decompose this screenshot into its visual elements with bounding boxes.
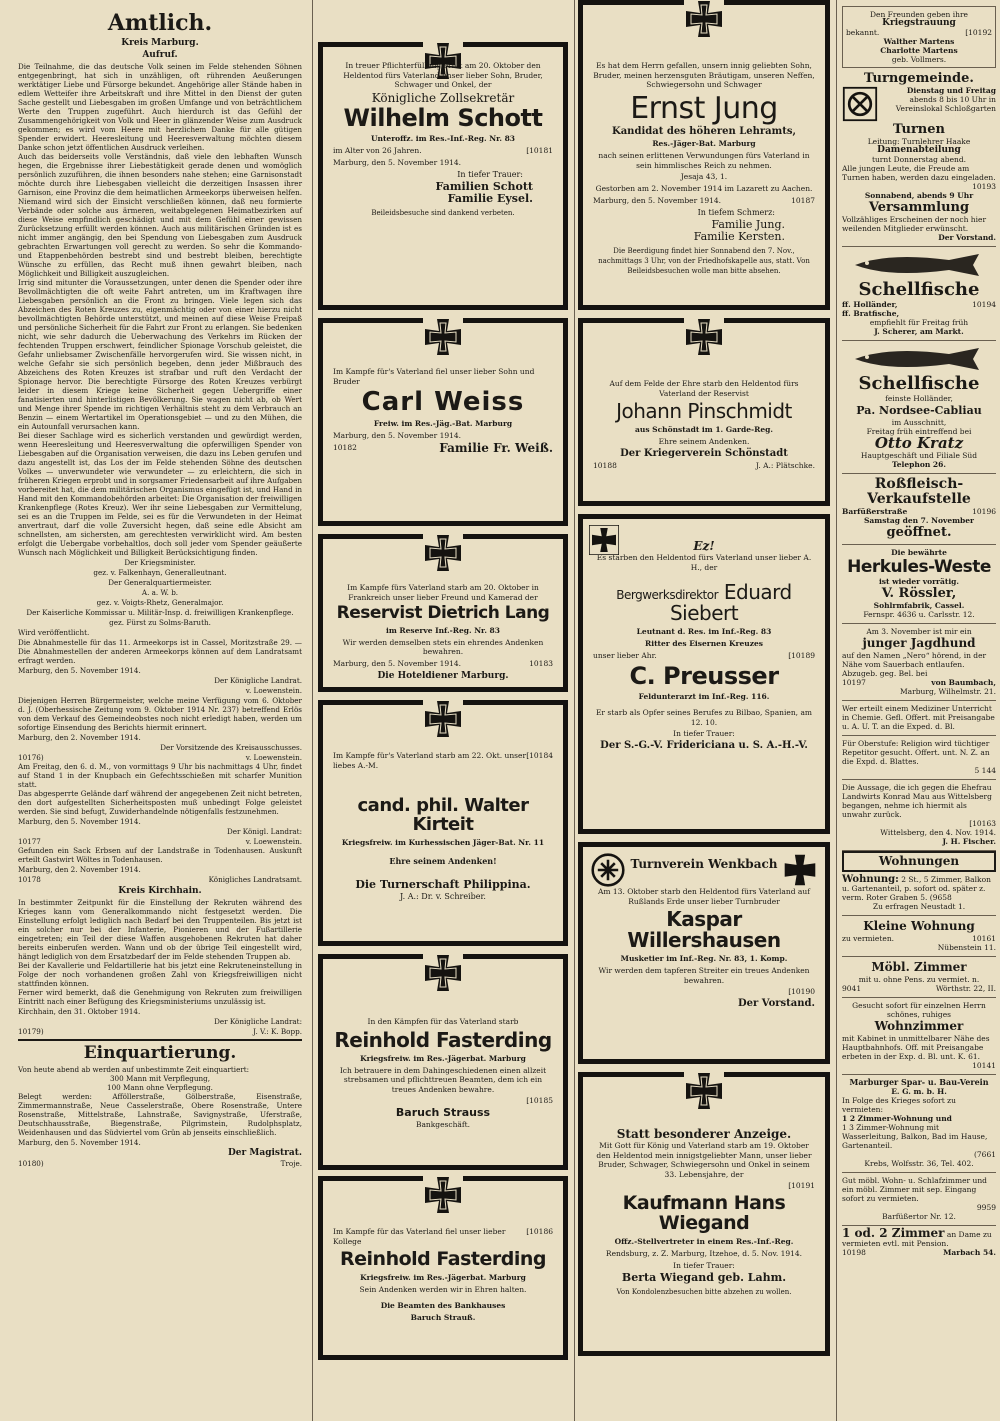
notice-name: Eduard Siebert: [669, 580, 792, 625]
date-line: Kirchhain, den 31. Oktober 1914.: [18, 1007, 141, 1016]
ad-title: Schellfische: [858, 373, 980, 394]
ad-line: 1 2 Zimmer-Wohnung und: [842, 1114, 952, 1123]
ad-line: Die bewährte: [891, 548, 947, 557]
notice-rank: Ritter des Eisernen Kreuzes: [645, 639, 763, 648]
classified-ads-column: [836, 0, 1000, 1421]
notice-family: Die Beamten des Bankhauses: [380, 1300, 506, 1310]
notice-family: Der S.-G.-V. Fridericiana u. S. A.-H.-V.: [600, 740, 808, 752]
obituary-notice: [578, 842, 830, 1064]
notice-date: Marburg, den 5. November 1914.: [333, 658, 462, 668]
kavallerie-paragraph: Bei der Kavallerie und Feldartillerie hat bis jetzt eine Rekruteneinstellung in Folge der noch vorhandenen großen Zahl von Kriegsfreiwilligen nicht stattfinden können.: [18, 961, 302, 988]
notice-date: Marburg, den 5. November 1914.: [333, 431, 462, 441]
signature: Der Vorsitzende des Kreisausschusses.: [160, 743, 302, 752]
signature: gez. v. Voigts-Rhetz, Generalmajor.: [96, 598, 224, 607]
notice-name: Reinhold Fasterding: [334, 1027, 552, 1052]
ad-code: 10197: [842, 678, 866, 687]
ad-line: Den Freunden geben ihre: [870, 10, 968, 19]
ad-line: Am 3. November ist mir ein: [866, 627, 972, 636]
ad-code: 5 144: [974, 766, 996, 775]
notice-code: [10189: [788, 651, 815, 660]
ad-code: 10161: [972, 934, 996, 943]
notice-signature: J. A.: Dr. v. Schreiber.: [400, 891, 486, 901]
signature: gez. v. Falkenhayn, Generalleutnant.: [93, 568, 227, 577]
aufruf-heading: Aufruf.: [142, 50, 178, 60]
notice-family: Familie Kersten.: [693, 229, 785, 243]
notice-title: Bergwerksdirektor: [616, 588, 719, 602]
fish-ad: [842, 341, 996, 474]
iron-cross-icon: [423, 953, 463, 993]
ad-line: Hauptgeschäft und Filiale Süd: [860, 451, 978, 460]
ad-line: geöffnet.: [886, 525, 952, 540]
ad-line: Otto Kratz: [874, 434, 964, 452]
ad-code: (9658: [929, 893, 952, 902]
turngemeinde-ad: [842, 68, 996, 247]
notice-intro: Am 13. Oktober starb den Heldentod fürs Vaterland auf Rußlands Erde unser lieber Turnbruder: [598, 887, 810, 906]
ad-line: auf den Namen „Nero“ hörend, in der Nähe vom Sauerbach entlaufen. Abzugeb. geg. Bel. bei: [842, 651, 987, 678]
retraction-ad: [842, 780, 996, 851]
notice-rank: aus Schönstadt im 1. Garde-Reg.: [635, 425, 773, 434]
ad-line: Gesucht sofort für einzelnen Herrn schönes, ruhiges: [852, 1001, 986, 1019]
notice-text: Wir werden demselben stets ein ehrendes Andenken bewahren.: [342, 637, 544, 657]
notice-family: Familie Jung.: [711, 217, 785, 231]
ad-line: Der Vorstand.: [938, 233, 996, 242]
amtlich-heading: Amtlich.: [107, 10, 213, 36]
ad-line: Alle jungen Leute, die Freude am Turnen haben, werden dazu eingeladen.: [842, 164, 996, 182]
wedding-announcement: [842, 6, 996, 68]
signature: Der Generalquartiermeister.: [108, 578, 212, 587]
signature: Der Magistrat.: [228, 1148, 302, 1158]
ad-line: V. Rössler,: [881, 586, 957, 601]
signature: A. a. W. b.: [141, 588, 179, 597]
notice-name: cand. phil. Walter Kirteit: [357, 795, 529, 835]
notice-family: Der Kriegerverein Schönstadt: [620, 448, 788, 459]
notice-honor: Ehre seinem Andenken!: [389, 855, 497, 866]
ad-line: In Folge des Krieges sofort zu vermieten:: [842, 1096, 956, 1114]
notice-signature: J. A.: Plätschke.: [755, 461, 815, 470]
obituary-notice: [578, 1072, 830, 1356]
apartment-ad: [842, 872, 996, 916]
notice-code: 10182: [333, 443, 357, 453]
notice-family: Familie Fr. Weiß.: [439, 441, 553, 456]
kreis-kirchhain-heading: Kreis Kirchhain.: [118, 886, 202, 896]
ad-title: Schellfische: [858, 279, 980, 300]
ad-title: 1 od. 2 Zimmer: [842, 1226, 945, 1240]
ad-title: Möbl. Zimmer: [871, 960, 967, 974]
sack-paragraph: Gefunden ein Sack Erbsen auf der Landstraße in Todenhausen. Auskunft erteilt Gastwirt Wöltes in Todenhausen.: [18, 846, 302, 864]
notice-intro: Im Kampfe fürs Vaterland starb am 20. Oktober in Frankreich unser lieber Freund und Kamerad der: [347, 583, 539, 602]
notice-rank: Unteroffz. im Res.-Inf.-Reg. Nr. 83: [370, 133, 516, 143]
iron-cross-icon: [423, 699, 463, 739]
rooms-for-lady-ad: [842, 1226, 996, 1261]
aufruf-paragraph: Auch das beiderseits volle Verständnis, daß viele den lebhaften Wunsch hegen, die Ergebnisse ihrer Liebestätigkeit gerade denen und womöglich persönlich zuzuführen, die ihnen besonders nahe stehen; eine Garnisonstadt möchte durch ihre Liebesgaben vielleicht die derzeitigen Insassen ihrer Garnison, eine Provinz die dem heimatlichen Armeekorps überweisen helfen. Niemand wird sich der Einsicht verschließen können, daß neu formierte Verbände oder solche aus ärmeren, weitabgelegenen Heimatbezirken auf diese Weise empfindlich geschädigt und mit dem Gefühl einer gewissen Zurücksetzung erfüllt werden können. Auch aus militärischen Gründen ist es nicht immer angängig, den bei Spendung von Liebesgaben zum Ausdruck gebrachten Erwartungen voll gerecht zu werden. So sehr die Kommando- und Etappenbehörden bestrebt sind und bestrebt bleiben, berechtigte Wünsche zu erfüllen, das Recht muß ihnen gewahrt bleiben, nach Möglichkeit und Billigkeit auszugleichen.: [18, 152, 302, 278]
section-heading-wohnungen: [842, 851, 996, 872]
iron-cross-icon: [423, 317, 463, 357]
notice-rank: Kriegsfreiw. im Res.-Jägerbat. Marburg: [360, 1272, 526, 1282]
notice-code: [10186: [526, 1227, 553, 1236]
ad-line: Wer erteilt einem Mediziner Unterricht in Chemie. Gefl. Offert. mit Preisangabe u. A. U. T. an die Exped. d. Bl.: [842, 704, 995, 731]
notice-name: Reservist Dietrich Lang: [336, 603, 550, 623]
ad-line: Sonnabend, abends 9 Uhr: [864, 191, 974, 200]
iron-cross-icon: [684, 0, 724, 39]
abnahme-paragraph: Die Abnahmestelle für das 11. Armeekorps ist in Cassel, Moritzstraße 29. — Die Abnahmestellen der anderen Armeekorps können auf dem Landratsamt erfragt werden.: [18, 638, 302, 665]
signature: Der Königliche Landrat.: [214, 676, 302, 685]
ad-line: Freitag früh eintreffend bei: [866, 427, 972, 436]
notice-footer: Die Beerdigung findet hier Sonnabend den 7. Nov., nachmittags 3 Uhr, von der Friedhofskapelle aus, statt. Von Beileidsbesuchen wolle man bitte absehen.: [598, 246, 810, 275]
notice-code: 10183: [529, 658, 553, 668]
date-line: Marburg, den 5. November 1914.: [18, 666, 141, 675]
obituaries-column-left: [312, 0, 574, 1421]
notice-intro: In den Kämpfen für das Vaterland starb: [367, 1017, 519, 1026]
ad-code: 10196: [972, 507, 996, 516]
ad-title: Turngemeinde.: [864, 71, 974, 86]
tutor-ad: [842, 701, 996, 736]
notice-intro: unser lieber Ahr.: [593, 651, 657, 660]
notice-text: Wir werden dem tapferen Streiter ein treues Andenken bewahren.: [598, 966, 810, 985]
einquartierung-intro: Von heute abend ab werden auf unbestimmte Zeit einquartiert:: [18, 1065, 250, 1074]
ad-line: J. H. Fischer.: [942, 837, 996, 846]
furnished-suite-ad: [842, 1173, 996, 1226]
ad-line: ff. Holländer,: [842, 300, 898, 309]
ad-line: geb. Vollmers.: [891, 55, 947, 64]
ad-line: mit Kabinet in unmittelbarer Nähe des Hauptbahnhofs. Off. mit Preisangabe erbeten in der Exp. d. Bl. unt. K. 61.: [842, 1034, 990, 1061]
ad-title: junger Jagdhund: [862, 636, 976, 650]
freitag-paragraph: Am Freitag, den 6. d. M., von vormittags 9 Uhr bis nachmittags 4 Uhr, findet auf Stand 1 in der Knupbach ein Gefechtsschießen mit scharfer Munition statt.: [18, 762, 302, 789]
notice-text: Er starb als Opfer seines Berufes zu Bilbao, Spanien, am 12. 10.: [595, 708, 813, 727]
notice-date: Rendsburg, z. Z. Marburg, Itzehoe, d. 5. Nov. 1914.: [605, 1248, 803, 1258]
notice-family: Der Vorstand.: [737, 998, 815, 1009]
fish-icon: [849, 346, 989, 372]
reference-number: 10179): [18, 1027, 44, 1036]
notice-text: Ich betrauere in dem Dahingeschiedenen einen allzeit strebsamen und pflichttreuen Beamten, dem ich ein treues Andenken bewahre.: [339, 1065, 547, 1094]
ad-code: 10193: [972, 182, 996, 191]
notice-rank: im Reserve Inf.-Reg. Nr. 83: [386, 625, 500, 635]
ad-line: im Ausschnitt,: [891, 418, 947, 427]
gelaende-paragraph: Das abgesperrte Gelände darf während der angegebenen Zeit nicht betreten, den dort aufgestellten Sicherheitsposten muß unbedingt Folge geleistet werden. Sie sind befugt, Zuwiderhandelnde nötigenfalls festzunehmen.: [18, 789, 302, 816]
ad-line: Zu erfragen Neustadt 1.: [872, 902, 966, 911]
ad-line: ist wieder vorrätig.: [878, 577, 960, 586]
aufruf-paragraph: Die Teilnahme, die das deutsche Volk seinen im Felde stehenden Söhnen entgegenbringt, hat sich in unzähligen, oft rührenden Aeußerungen werktätiger Liebe und Fürsorge bekundet. Angehörige aller Stände haben in edlem Wetteifer ihre Arbeitskraft und ihre Mittel in den Dienst der guten Sache gestellt und Liebesgaben im großen Umfange und von beträchtlichem Werte den Truppen zugeführt. Auch hierdurch ist das Gefühl der Zusammengehörigkeit von Volk und Heer in glänzender Weise zum Ausdruck gekommen; es wird vom Heere mit herzlichem Danke für alle gütigen Spender erwidert. Heeresleitung und Heeresverwaltung möchten diesem Danke schon jetzt öffentlichen Ausdruck verleihen.: [18, 62, 302, 152]
reference-number: 10180): [18, 1159, 44, 1168]
signature: Der Kriegsminister.: [124, 558, 196, 567]
building-society-ad: [842, 1075, 996, 1173]
obituary-notice: [578, 514, 830, 834]
kirchhain-paragraph: In bestimmter Zeitpunkt für die Einstellung der Rekruten während des Krieges kann vom Generalkommando nicht festgesetzt werden. Die Einstellung erfolgt lediglich nach Bedarf bei den Truppenteilen. Bis jetzt ist ein solcher nur bei der Infanterie, Pionieren und der Fußartillerie eingetreten; ein Teil der diese Waffen ausgehobenen Rekruten hat daher bereits einberufen werden. Wann und ob der übrige Teil eingestellt wird, hängt lediglich von dem Ersatzbedarf der im Felde stehenden Truppen ab.: [18, 898, 302, 961]
notice-rank: Kriegsfreiw. im Res.-Jägerbat. Marburg: [360, 1053, 526, 1063]
date-line: Marburg, den 2. November 1914.: [18, 865, 141, 874]
notice-family: Die Hoteldiener Marburg.: [377, 670, 509, 681]
notice-name: Johann Pinschmidt: [616, 399, 792, 423]
notice-mourn: In tiefer Trauer:: [673, 729, 735, 739]
turnverein-emblem-icon: [842, 86, 878, 122]
iron-cross-icon: [684, 317, 724, 357]
ad-line: feinste Holländer,: [885, 394, 953, 403]
notice-rank: Res.-Jäger-Bat. Marburg: [652, 139, 756, 148]
notice-mourn: In tiefer Trauer:: [457, 169, 523, 179]
ad-line: Dienstag und Freitag: [906, 86, 996, 95]
notice-rank: Feldunterarzt im Inf.-Reg. 116.: [638, 692, 770, 702]
notice-text: Gestorben am 2. November 1914 im Lazarett zu Aachen.: [595, 184, 813, 193]
obituary-notice: [318, 318, 568, 526]
notice-honor: Ehre seinem Andenken.: [658, 437, 750, 446]
notice-footer: Beileidsbesuche sind dankend verbeten.: [371, 208, 515, 217]
ad-line: Marburg, Wilhelmstr. 21.: [900, 687, 996, 696]
ad-line: Kriegstrauung: [882, 18, 956, 28]
fish-ad: [842, 247, 996, 341]
notice-intro: Es hat dem Herrn gefallen, unsern innig geliebten Sohn, Bruder, meinen herzensguten Bräutigam, unseren Neffen, Schwiegersohn und Schwager: [593, 61, 815, 89]
date-line: Marburg, den 5. November 1914.: [18, 817, 141, 826]
obituary-notice: [578, 318, 830, 506]
ferner-paragraph: Ferner wird bemerkt, daß die Genehmigung von Rekruten zum freiwilligen Eintritt nach einer Befügung des Kriegsministeriums unzulässig ist.: [18, 988, 302, 1006]
notice-name: Reinhold Fasterding: [340, 1248, 546, 1270]
notice-text: Sein Andenken werden wir in Ehren halten.: [359, 1284, 527, 1294]
notice-title: Königliche Zollsekretär: [371, 90, 515, 105]
ad-line: Gut möbl. Wohn- u. Schlafzimmer und ein möbl. Zimmer mit sep. Eingang sofort zu vermieten.: [842, 1176, 987, 1203]
ad-line: Die Aussage, die ich gegen die Ehefrau Landwirts Konrad Mau aus Wittelsberg begangen, nehme ich hiermit als unwahr zurück.: [842, 783, 992, 819]
reference-number: 10177: [18, 837, 41, 846]
ad-line: empfiehlt für Freitag früh: [869, 318, 969, 327]
iron-cross-icon: [423, 533, 463, 573]
signature: v. Loewenstein.: [245, 753, 302, 762]
notice-intro: Mit Gott für König und Vaterland starb am 19. Oktober den Heldentod mein innigstgeliebter Mann, unser lieber Bruder, Schwager, Schwiegersohn und Onkel in seinem 33. Lebensjahre, der: [596, 1141, 812, 1179]
ad-title: Kleine Wohnung: [863, 919, 975, 933]
ad-line: mit u. ohne Pens. zu vermiet. n.: [858, 975, 980, 984]
ad-title: Wohnzimmer: [874, 1019, 964, 1033]
ad-line: Marbach 54.: [943, 1248, 996, 1257]
notice-code: [10190: [788, 987, 815, 996]
notice-family: Familie Eysel.: [447, 191, 533, 205]
einquartierung-item: 100 Mann ohne Verpflegung.: [107, 1083, 213, 1092]
ad-line: Sohlrmfabrik, Cassel.: [873, 601, 965, 610]
ad-line: abends 8 bis 10 Uhr in Vereinslokal Schloßgarten: [895, 95, 996, 113]
notice-title: Kandidat des höheren Lehramts,: [612, 126, 796, 137]
herkules-ad: [842, 545, 996, 624]
ad-code: 10194: [972, 300, 996, 309]
notice-code: [10181: [526, 145, 553, 155]
notice-name: Carl Weiss: [361, 387, 525, 417]
notice-rank: Kriegsfreiw. im Kurhessischen Jäger-Bat. Nr. 11: [341, 837, 545, 847]
ad-line: Walther Martens: [883, 37, 955, 46]
herren-paragraph: Diejenigen Herren Bürgermeister, welche meine Verfügung vom 6. Oktober d. J. (Oberhessische Zeitung vom 9. Oktober 1914 Nr. 237) betreffend Erlös von dem Verkauf des Gemeindeobstes noch nicht erledigt haben, werden um sofortige Einsendung des Berichts hiermit erinnert.: [18, 696, 302, 732]
published-note: Wird veröffentlicht.: [18, 628, 90, 637]
einquartierung-heading: Einquartierung.: [83, 1043, 237, 1063]
ad-line: Wittelsberg, den 4. Nov. 1914.: [880, 828, 996, 837]
obituary-notice: [318, 42, 568, 310]
ad-title: Herkules-Weste: [847, 557, 991, 577]
ad-line: Charlotte Martens: [880, 46, 958, 55]
signature: Der Königliche Landrat:: [214, 1017, 302, 1026]
ad-line: Krebs, Wolfsstr. 36, Tel. 402.: [864, 1159, 974, 1168]
ad-line: Für Oberstufe: Religion wird tüchtiger Repetitor gesucht. Offert. unt. N. Z. an die Expd. d. Blattes.: [842, 739, 990, 766]
ad-line: Vollzähliges Erscheinen der noch hier weilenden Mitglieder erwünscht.: [842, 215, 987, 233]
notice-verse: Jesaja 43, 1.: [680, 172, 728, 181]
notice-family: Die Turnerschaft Philippina.: [355, 877, 531, 891]
signature: Der Kaiserliche Kommissar u. Militär-Insp. d. freiwilligen Krankenpflege.: [26, 608, 294, 617]
obituary-notice: [318, 1176, 568, 1360]
reference-number: 10176): [18, 753, 44, 762]
horsemeat-ad: [842, 474, 996, 545]
ad-line: E. G. m. b. H.: [891, 1087, 947, 1096]
date-line: Marburg, den 2. November 1914.: [18, 733, 141, 742]
notice-rank: Freiw. im Res.-Jäg.-Bat. Marburg: [373, 419, 513, 429]
signature: Der Königl. Landrat:: [227, 827, 302, 836]
lost-dog-ad: [842, 624, 996, 701]
ad-line: Fernspr. 4636 u. Carlsstr. 12.: [863, 610, 975, 619]
notice-code: 10187: [791, 195, 815, 205]
obituary-notice: [578, 0, 830, 310]
notice-intro: In treuer Pflichterfüllung erlitt am 20. Oktober den Heldentod fürs Vaterland unser lieber Sohn, Bruder, Schwager und Onkel, der: [343, 61, 543, 89]
ad-title: Marburger Spar- u. Bau-Verein: [849, 1077, 989, 1087]
ad-code: 9041: [842, 984, 862, 993]
ad-line: turnt Donnerstag abend.: [871, 155, 967, 164]
ad-line: Telephon 26.: [892, 460, 946, 469]
ad-code: (7661: [973, 1150, 996, 1159]
notice-rank: Leutnant d. Res. im Inf.-Reg. 83: [636, 627, 772, 636]
ad-code: [10192: [965, 28, 992, 37]
notice-footer: Von Kondolenzbesuchen bitte abzehen zu wollen.: [616, 1287, 792, 1296]
notice-text: nach seinen erlittenen Verwundungen fürs Vaterland in sein himmlisches Reich zu nehmen.: [598, 151, 810, 170]
religion-tutor-ad: [842, 736, 996, 780]
notice-name: C. Preusser: [629, 662, 779, 690]
ad-line: Leitung: Turnlehrer Haake: [867, 137, 971, 146]
ad-line: von Baumbach,: [931, 678, 996, 687]
living-room-ad: [842, 998, 996, 1075]
notice-mourn: In tiefem Schmerz:: [697, 207, 775, 217]
ad-line: 2 St., 5 Zimmer, Balkon u. Gartenanteil, p. sofort od. später z. verm. Roter Graben 5.: [842, 875, 991, 902]
signature: Troje.: [280, 1159, 302, 1168]
small-apartment-ad: [842, 916, 996, 957]
obituaries-column-right: [574, 0, 836, 1421]
section-title: Wohnungen: [878, 854, 960, 868]
signature: v. Loewenstein.: [245, 837, 302, 846]
notice-date: Marburg, den 5. November 1914.: [333, 157, 462, 167]
ad-code: 10198: [842, 1248, 866, 1257]
official-notices-column: [0, 0, 312, 1421]
notice-name-line: [593, 582, 815, 624]
notice-code: [10191: [788, 1181, 815, 1190]
notice-name: Wilhelm Schott: [343, 103, 543, 132]
notice-age: im Alter von 26 Jahren.: [333, 145, 422, 155]
ad-code: [10163: [969, 819, 996, 828]
ad-code: 10141: [972, 1061, 996, 1070]
ad-line: an Dame zu vermieten evtl. mit Pension.: [842, 1230, 992, 1248]
ad-line: 1 3 Zimmer-Wohnung mit Wasserleitung, Balkon, Bad im Hause, Gartenanteil.: [842, 1123, 988, 1150]
obituary-notice: [318, 534, 568, 692]
iron-cross-icon: [684, 1071, 724, 1111]
signature: Königliches Landratsamt.: [208, 875, 302, 884]
einquartierung-text: Belegt werden: Afföllerstraße, Gölberstraße, Eisenstraße, Zimmermannstraße, Neue Casselerstraße, Obere Rosenstraße, Untere Rosenstraße, Mittelstraße, Lahnstraße, Savignystraße, Uferstraße, Deutschhausstraße, Biegenstraße, Pilgrimstein, Rudolphsplatz, Weidenhausen und das Südviertel vom Grün ab jenseits einschließlich.: [18, 1092, 302, 1137]
signature: J. V.: K. Bopp.: [253, 1027, 302, 1036]
club-name: Turnverein Wenkbach: [630, 857, 778, 871]
signature: gez. Fürst zu Solms-Baruth.: [109, 618, 211, 627]
notice-intro: Im Kampfe für's Vaterland fiel unser lieber Sohn und Bruder: [333, 367, 535, 386]
notice-intro: Es starben den Heldentod fürs Vaterland unser lieber A. H., der: [596, 553, 812, 572]
notice-name: Kaspar Willershausen: [627, 907, 781, 952]
notice-signature: Bankgeschäft.: [415, 1120, 471, 1129]
ad-line: ff. Bratfische,: [842, 309, 900, 318]
fraternity-symbol: Ez!: [693, 539, 715, 553]
notice-heading: Statt besonderer Anzeige.: [616, 1127, 792, 1141]
ad-line: J. Scherer, am Markt.: [874, 327, 964, 336]
ad-line: Samstag den 7. November: [863, 516, 975, 525]
notice-name: Kaufmann Hans Wiegand: [622, 1192, 786, 1234]
ad-line: zu vermieten.: [842, 934, 895, 943]
notice-intro: Im Kampfe für's Vaterland starb am 22. Okt. unser liebes A.-M.: [333, 751, 527, 770]
notice-mourn: In tiefer Trauer:: [673, 1260, 735, 1270]
aufruf-paragraph: Bei dieser Sachlage wird es sicherlich verstanden und gewürdigt werden, wenn Heeresleitung und Heeresverwaltung die opferwilligen Spender von Liebesgaben auf die Organisation verweisen, die dazu ins Leben gerufen und dazu angestellt ist, das Los der im Felde stehenden Söhne des deutschen Volkes — unverwundeter wie verwundeter — zu erleichtern, die sich in früheren Kriegen erprobt und in sorgsamer Friedensarbeit auf ihre Aufgaben vorbereitet hat, die dem militärischen Organismus eingefügt ist, und Hand in Hand mit den Kommandobehörden arbeitet: Die Organisation der freiwilligen Krankenpflege (Rotes Kreuz). Wer ihr seine Liebesgaben zur Vermittelung, sei es an die Truppen im Felde, sei es für die Verwundeten in der Heimat anvertraut, darf die volle Zuversicht hegen, daß seine edle Absicht am schnellsten, am sichersten, am gerechtesten verwirklicht wird. Am besten erfolgt die Uebergabe vorbehaltlos, doch soll jeder vom Spender geäußerte Wunsch nach Möglichkeit und Billigkeit Berücksichtigung finden.: [18, 431, 302, 557]
einquartierung-item: 300 Mann mit Verpflegung,: [109, 1074, 211, 1083]
ad-line: Barfüßerstraße: [842, 507, 908, 516]
ad-line: Pa. Nordsee-Cabliau: [856, 404, 982, 417]
ad-title: Roßfleisch-Verkaufstelle: [867, 476, 971, 507]
notice-family: Baruch Strauss: [395, 1106, 491, 1119]
signature: v. Loewenstein.: [245, 686, 302, 695]
ad-code: 9959: [976, 1203, 996, 1212]
notice-family: Berta Wiegand geb. Lahm.: [621, 1270, 787, 1284]
ad-line: Turnen: [893, 122, 945, 137]
notice-signature: Baruch Strauß.: [410, 1312, 476, 1322]
ad-line: Wörthstr. 22, II.: [935, 984, 996, 993]
aufruf-paragraph: Irrig sind mitunter die Voraussetzungen, unter denen die Spender oder ihre Bevollmächtigten die oft weite Fahrt antreten, um im Kraftwagen ihre Liebesgaben persönlich an die Front zu bringen. Viele legen sich das Abzeichen des Roten Kreuzes zu, eigenmächtig oder von einer hierzu nicht bevollmächtigten Behörde unterstützt, und meinen auf diese Weise Freipaß und persönliche Sicherheit für die Fahrt zur Front zu erlangen. Sie bedenken nicht, wie sehr dadurch die Ueberwachung des Verkehrs im Rücken der fechtenden Truppen erschwert, feindlicher Spionage Vorschub geleistet, die Gefahr unliebsamer Zwischenfälle hervorgerufen wird. Sie wissen nicht, in welche Gefahr sie sich persönlich begeben, denn jeder Mißbrauch des Abzeichens des Roten Kreuzes ist strafbar und ruft den Verdacht der Spionage hervor. Die berechtigte Fürsorge des Roten Kreuzes verbürgt leider in diesem Kriege keine Sicherheit gegen Uebergriffe einer fanatisierten und hinterlistigen Bevölkerung. Sie wagen nicht ab, ob Wert und Menge ihrer Spende im richtigen Verhältnis steht zu dem Verbrauch an Benzin — einem Wertartikel im Operationsgebiet — und zu den Mühen, die ein Autounfall verursachen kann.: [18, 278, 302, 431]
notice-intro: Im Kampfe für das Vaterland fiel unser lieber Kollege: [333, 1227, 506, 1246]
obituary-notice: [318, 954, 568, 1170]
ad-line: Barfüßertor Nr. 12.: [882, 1212, 956, 1221]
notice-name: Ernst Jung: [630, 90, 778, 126]
notice-code: 10188: [593, 461, 617, 470]
iron-cross-icon: [423, 1175, 463, 1215]
ad-title: Wohnung:: [842, 874, 899, 885]
obituary-notice: [318, 700, 568, 946]
ad-line: bekannt.: [846, 28, 880, 37]
notice-code: [10185: [526, 1096, 553, 1105]
notice-date: Marburg, den 5. November 1914.: [593, 195, 722, 205]
notice-rank: Musketier im Inf.-Reg. Nr. 83, 1. Komp.: [620, 954, 788, 963]
fish-icon: [849, 252, 989, 278]
kreis-marburg-heading: Kreis Marburg.: [121, 38, 199, 48]
notice-intro: Auf dem Felde der Ehre starb den Heldentod fürs Vaterland der Reservist: [609, 379, 799, 398]
reference-number: 10178: [18, 875, 41, 884]
notice-family: Familien Schott: [435, 179, 533, 193]
notice-code: [10184: [526, 751, 553, 760]
ad-line: Versammlung: [868, 200, 970, 215]
furnished-room-ad: [842, 957, 996, 998]
notice-rank: Offz.-Stellvertreter in einem Res.-Inf.-Reg.: [614, 1236, 794, 1246]
ad-line: Nübenstein 11.: [937, 943, 996, 952]
date-line: Marburg, den 5. November 1914.: [18, 1138, 141, 1147]
ad-line: Damenabteilung: [877, 145, 961, 155]
